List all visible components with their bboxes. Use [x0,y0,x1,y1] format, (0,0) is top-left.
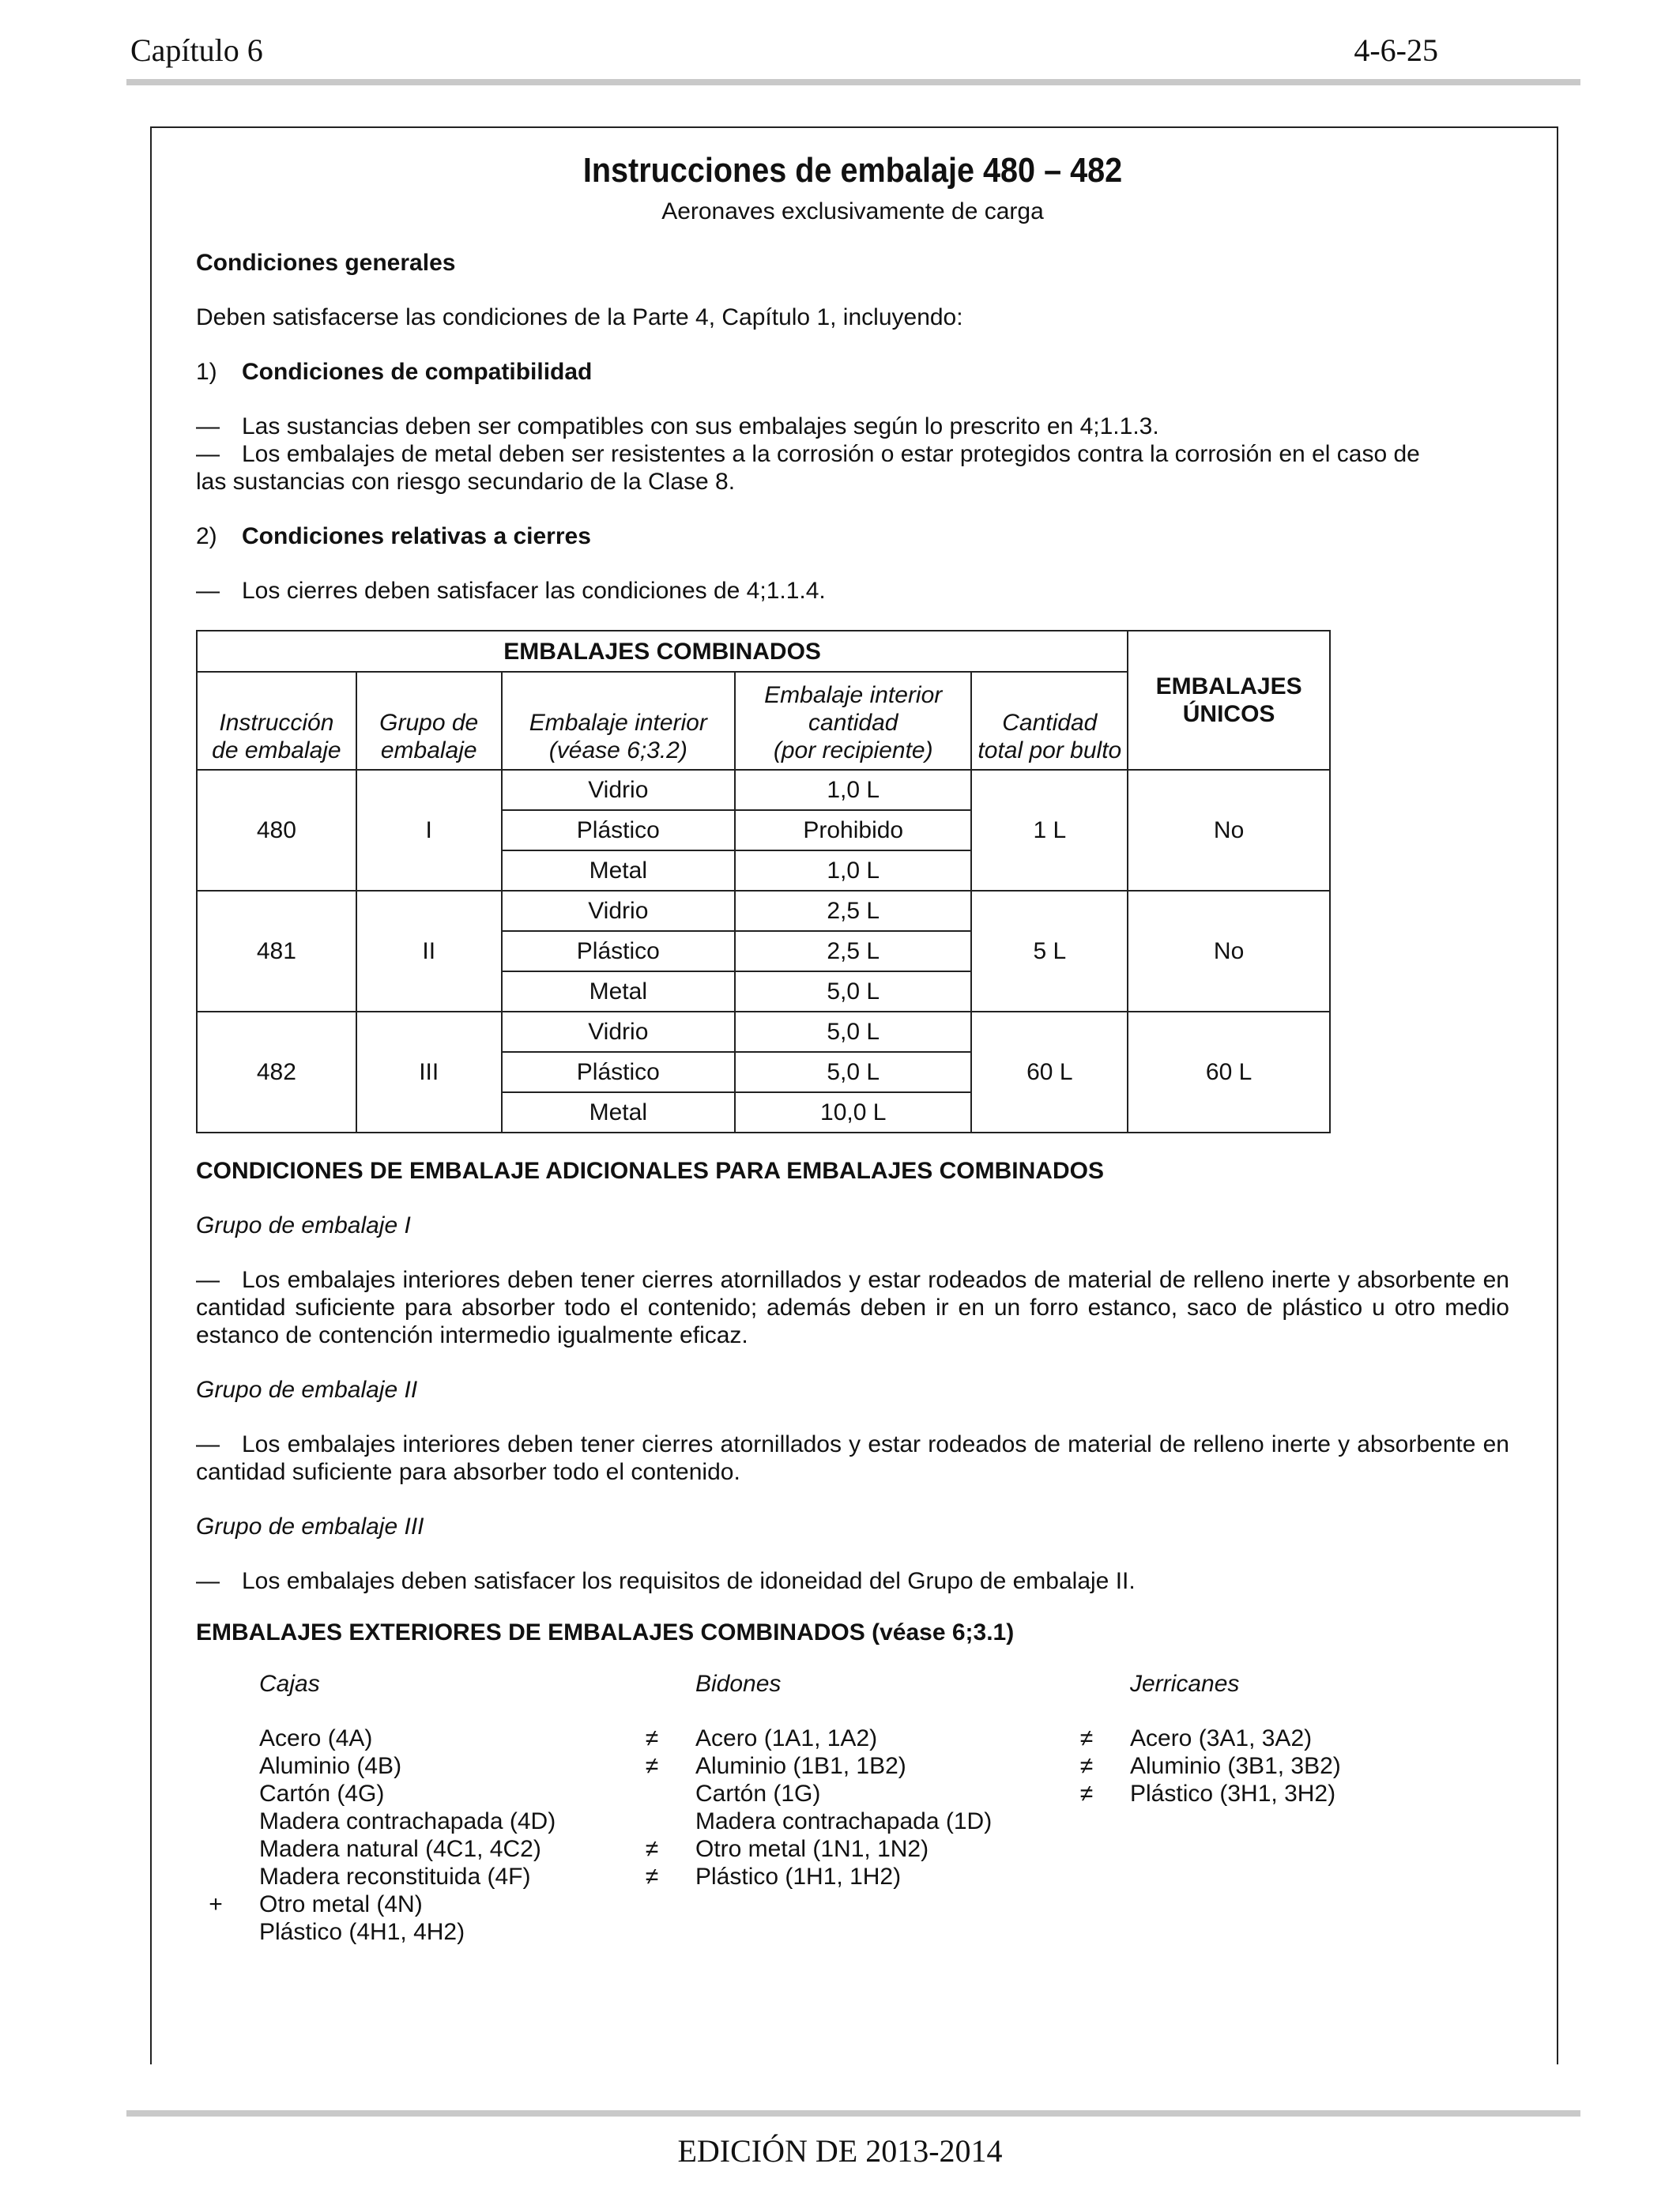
list-item [695,1780,992,1808]
list-item-text: Acero (3A1, 3A2) [1130,1725,1313,1751]
single-packaging-header [1128,631,1330,770]
drums-column [645,1670,993,1891]
condition-2-line-1 [196,577,1509,605]
condition-2 [196,522,1509,550]
header-rule [126,79,1580,85]
group-2-paragraph [196,1431,1509,1486]
outer-heading: EMBALAJES EXTERIORES DE EMBALAJES COMBINADOS (véase 6;3.1) [196,1619,1015,1646]
material-cell: Metal [502,1092,735,1133]
list-item-text: Acero (4A) [259,1725,373,1751]
dash: — [196,441,220,467]
list-item [1079,1780,1341,1808]
group-1-title: Grupo de embalaje I [196,1212,411,1238]
outer-packaging-lists [196,1670,1509,1955]
col-header-instruction [197,672,356,770]
condition-1-text-1: Las sustancias deben ser compatibles con sus embalajes según lo prescrito en 4;1.1.3. [242,413,1159,439]
material-cell: Vidrio [502,891,735,931]
condition-2-text-1: Los cierres deben satisfacer las condiciones de 4;1.1.4. [242,578,826,604]
mark-symbol: ≠ [645,1836,659,1862]
list-item-text: Cartón (1G) [695,1781,821,1807]
group-cell: III [356,1012,502,1133]
material-cell: Plástico [502,810,735,850]
col-header-text: Grupo de [379,710,479,736]
list-item [259,1863,556,1891]
group-cell: I [356,770,502,891]
quantity-cell: 5,0 L [735,1012,971,1052]
mark-symbol: + [209,1891,223,1917]
list-item-text: Madera reconstituida (4F) [259,1864,531,1890]
quantity-cell: 5,0 L [735,1052,971,1092]
jerricans-column [1079,1670,1341,1808]
dash: — [196,1267,220,1293]
col-header-text: (véase 6;3.2) [548,737,687,763]
col-header-text: (por recipiente) [773,737,933,763]
main-content [196,150,1509,1955]
list-item [1079,1725,1341,1752]
list-item [695,1808,992,1835]
mark-symbol: ≠ [645,1725,659,1751]
list-item-text: Plástico (1H1, 1H2) [695,1864,902,1890]
condition-1-text-2b: las sustancias con riesgo secundario de la Clase 8. [196,469,736,495]
condition-1-number: 1) [196,359,217,385]
col-header-text: Embalaje interior [529,710,707,736]
material-cell: Vidrio [502,770,735,810]
list-item-text: Madera contrachapada (4D) [259,1808,556,1834]
col-header-text: total por bulto [977,737,1122,763]
material-cell: Plástico [502,1052,735,1092]
list-item-text: Madera contrachapada (1D) [695,1808,993,1834]
group-cell: II [356,891,502,1012]
general-heading: Condiciones generales [196,250,456,276]
table-row [197,1012,1330,1052]
material-cell: Vidrio [502,1012,735,1052]
mark-symbol: ≠ [1079,1781,1094,1807]
condition-1-text-2a: Los embalajes de metal deben ser resistentes a la corrosión o estar protegidos contra la corrosión en el caso de [242,441,1420,467]
group-3-paragraph [196,1567,1509,1595]
edition-footer: EDICIÓN DE 2013-2014 [677,2133,1003,2169]
col-header-text: cantidad [808,710,898,736]
list-item [259,1752,556,1780]
page-subtitle: Aeronaves exclusivamente de carga [661,198,1044,224]
single-cell: 60 L [1128,1012,1330,1133]
condition-2-number: 2) [196,523,217,549]
mark-symbol: ≠ [645,1864,659,1890]
quantity-cell: 2,5 L [735,931,971,971]
group-1-text: Los embalajes interiores deben tener cierres atornillados y estar rodeados de material de relleno inerte y absorbente en cantidad suficiente para absorber todo el contenido; además deben ir en un forro estanco, saco de plástico u otro medio estanco de contención intermedio igualmente eficaz. [196,1267,1509,1348]
list-item [259,1725,556,1752]
condition-1-line-2 [196,440,1509,468]
group-2-title: Grupo de embalaje II [196,1377,418,1403]
quantity-cell: 1,0 L [735,770,971,810]
list-item-text: Aluminio (1B1, 1B2) [695,1753,906,1779]
material-cell: Metal [502,850,735,891]
quantity-cell: 1,0 L [735,850,971,891]
combined-packaging-header: EMBALAJES COMBINADOS [197,631,1128,672]
single-cell: No [1128,770,1330,891]
quantity-cell: 2,5 L [735,891,971,931]
jerricans-list [1079,1725,1341,1808]
group-3-text: Los embalajes deben satisfacer los requisitos de idoneidad del Grupo de embalaje II. [242,1568,1136,1594]
list-item [645,1752,992,1780]
col-header-group [356,672,502,770]
condition-1-line-1 [196,413,1509,440]
col-header-text: Embalaje interior [764,682,943,708]
col-header-text: Cantidad [1002,710,1098,736]
col-header-text: embalaje [380,737,477,763]
list-item-text: Plástico (3H1, 3H2) [1130,1781,1336,1807]
list-item-text: Otro metal (4N) [259,1891,423,1917]
page-title: Instrucciones de embalaje 480 – 482 [582,151,1123,190]
col-header-text: Instrucción [219,710,334,736]
list-item [259,1808,556,1835]
condition-1-title: Condiciones de compatibilidad [242,359,593,385]
col-header-text: de embalaje [212,737,341,763]
mark-symbol: ≠ [1079,1753,1094,1779]
material-cell: Plástico [502,931,735,971]
list-item [645,1863,992,1891]
list-item [259,1918,556,1946]
chapter-label: Capítulo 6 [130,32,263,68]
condition-1 [196,358,1509,386]
col-header-inner [502,672,735,770]
drums-list [645,1725,993,1891]
dash: — [196,578,220,604]
boxes-column [209,1670,556,1946]
single-cell: No [1128,891,1330,1012]
list-item-text: Madera natural (4C1, 4C2) [259,1836,541,1862]
quantity-cell: Prohibido [735,810,971,850]
list-item [645,1835,992,1863]
dash: — [196,413,220,439]
mark-symbol: ≠ [1079,1725,1094,1751]
group-3-title: Grupo de embalaje III [196,1514,424,1540]
single-header-line-2: ÚNICOS [1182,701,1275,727]
condition-2-title: Condiciones relativas a cierres [242,523,591,549]
quantity-cell: 5,0 L [735,971,971,1012]
list-item-text: Aluminio (3B1, 3B2) [1130,1753,1341,1779]
packing-table [196,630,1331,1133]
additional-heading: CONDICIONES DE EMBALAJE ADICIONALES PARA EMBALAJES COMBINADOS [196,1158,1104,1184]
table-row [197,891,1330,931]
total-cell: 60 L [971,1012,1128,1133]
boxes-title: Cajas [259,1671,320,1697]
total-cell: 1 L [971,770,1128,891]
instruction-cell: 482 [197,1012,356,1133]
page-number: 4-6-25 [1354,32,1438,68]
footer-rule [126,2110,1580,2117]
list-item-text: Cartón (4G) [259,1781,385,1807]
col-header-total-qty [971,672,1128,770]
table-row [197,770,1330,810]
instruction-cell: 481 [197,891,356,1012]
jerricans-title: Jerricanes [1130,1671,1240,1697]
boxes-list [209,1725,556,1946]
list-item-text: Otro metal (1N1, 1N2) [695,1836,929,1862]
instruction-cell: 480 [197,770,356,891]
list-item-text: Acero (1A1, 1A2) [695,1725,878,1751]
quantity-cell: 10,0 L [735,1092,971,1133]
drums-title: Bidones [695,1671,782,1697]
single-header-line-1: EMBALAJES [1155,673,1302,699]
list-item-text: Aluminio (4B) [259,1753,402,1779]
group-1-paragraph [196,1266,1509,1349]
material-cell: Metal [502,971,735,1012]
list-item [645,1725,992,1752]
dash: — [196,1568,220,1594]
general-intro: Deben satisfacerse las condiciones de la Parte 4, Capítulo 1, incluyendo: [196,304,963,330]
list-item [1079,1752,1341,1780]
mark-symbol: ≠ [645,1753,659,1779]
list-item [209,1891,556,1918]
col-header-inner-qty [735,672,971,770]
running-header [130,32,1438,71]
group-2-text: Los embalajes interiores deben tener cierres atornillados y estar rodeados de material de relleno inerte y absorbente en cantidad suficiente para absorber todo el contenido. [196,1431,1509,1485]
list-item [259,1835,556,1863]
dash: — [196,1431,220,1457]
list-item-text: Plástico (4H1, 4H2) [259,1919,465,1945]
list-item [259,1780,556,1808]
total-cell: 5 L [971,891,1128,1012]
